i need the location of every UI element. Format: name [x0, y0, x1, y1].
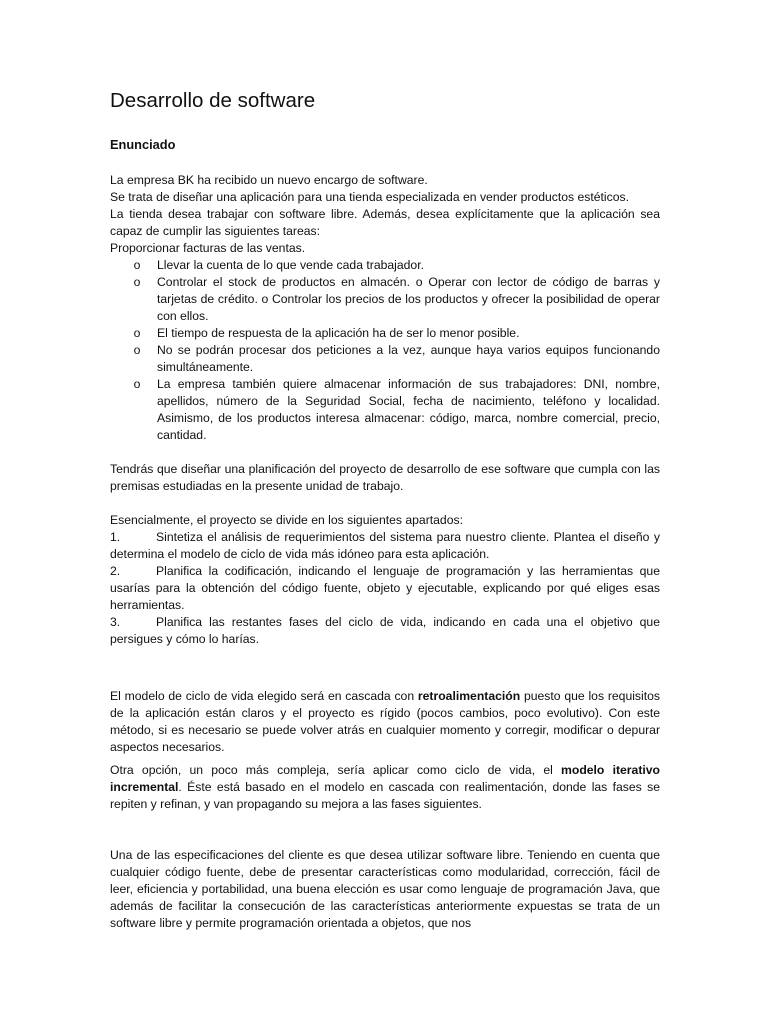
item-number: 2.: [110, 564, 121, 578]
list-item: [133, 376, 660, 444]
list-item-text: El tiempo de respuesta de la aplicación ha de ser lo menor posible.: [157, 326, 520, 340]
list-item: [133, 274, 660, 325]
list-item-text: Controlar el stock de productos en almacén. o Operar con lector de código de barras y tarjetas de crédito. o Controlar los precios de los productos y ofrecer la posibilidad de operar con ellos.: [157, 275, 660, 323]
item-number: 1.: [110, 530, 121, 544]
task-paragraph: Tendrás que diseñar una planificación del proyecto de desarrollo de ese software que cumpla con las premisas estudiadas en la presente unidad de trabajo.: [110, 462, 660, 493]
intro-line-4: Proporcionar facturas de las ventas.: [110, 241, 306, 255]
bullet-marker: o: [133, 377, 141, 391]
answer-paragraph-1: [110, 688, 660, 756]
bullet-marker: o: [133, 343, 141, 357]
answer-emphasis: modelo iterativo incremental: [110, 763, 660, 794]
list-item: [133, 257, 660, 274]
numbered-item: [110, 563, 660, 614]
numbered-item-text: Planifica la codificación, indicando el lenguaje de programación y las herramientas que usarías para la obtención del código fuente, objeto y ejecutable, explicando por qué eliges esas herramientas.: [110, 564, 660, 612]
numbered-item-text: Planifica las restantes fases del ciclo de vida, indicando en cada una el objetivo que persigues y cómo lo harías.: [110, 615, 660, 646]
numbered-item-text: Sintetiza el análisis de requerimientos del sistema para nuestro cliente. Plantea el diseño y determina el modelo de ciclo de vida más idóneo para esta aplicación.: [110, 530, 660, 561]
answer-emphasis: retroalimentación: [417, 689, 521, 703]
bullet-marker: o: [133, 258, 141, 272]
list-item-text: No se podrán procesar dos peticiones a la vez, aunque haya varios equipos funcionando simultáneamente.: [157, 343, 660, 374]
section-heading: Enunciado: [110, 137, 176, 152]
task-list: [110, 257, 660, 444]
intro-line-2: Se trata de diseñar una aplicación para una tienda especializada en vender productos estéticos.: [110, 190, 629, 204]
list-item-text: La empresa también quiere almacenar información de sus trabajadores: DNI, nombre, apellidos, número de la Seguridad Social, fecha de nacimiento, teléfono y localidad. Asimismo, de los productos interesa almacenar: código, marca, nombre comercial, precio, cantidad.: [157, 377, 660, 442]
numbered-item: [110, 529, 660, 563]
answer-text: Otra opción, un poco más compleja, sería aplicar como ciclo de vida, el: [110, 763, 562, 777]
sections-intro: Esencialmente, el proyecto se divide en los siguientes apartados:: [110, 513, 463, 527]
document-body: [110, 88, 660, 932]
list-item-text: Llevar la cuenta de lo que vende cada trabajador.: [157, 258, 424, 272]
numbered-item: [110, 614, 660, 648]
item-number: 3.: [110, 615, 121, 629]
answer-paragraph-3: Una de las especificaciones del cliente es que desea utilizar software libre. Teniendo en cuenta que cualquier código fuente, debe de presentar características como modularidad, corrección, fácil de leer, eficiencia y portabilidad, una buena elección es usar como lenguaje de programación Java, que además de facilitar la consecución de las características anteriormente expuestas se trata de un software libre y permite programación orientada a objetos, que nos: [110, 848, 660, 930]
bullet-marker: o: [133, 326, 141, 340]
answer-text: El modelo de ciclo de vida elegido será en cascada con: [110, 689, 418, 703]
intro-line-3: La tienda desea trabajar con software libre. Además, desea explícitamente que la aplicación sea capaz de cumplir las siguientes tareas:: [110, 207, 660, 238]
list-item: [133, 325, 660, 342]
intro-line-1: La empresa BK ha recibido un nuevo encargo de software.: [110, 173, 428, 187]
list-item: [133, 342, 660, 376]
answer-text: . Éste está basado en el modelo en cascada con realimentación, donde las fases se repiten y refinan, y van propagando su mejora a las fases siguientes.: [110, 780, 660, 811]
answer-text: puesto que los requisitos de la aplicación están claros y el proyecto es rígido (pocos cambios, poco evolutivo). Con este método, si es necesario se puede volver atrás en cualquier momento y corregir, modificar o depurar aspectos necesarios.: [110, 689, 660, 754]
document-title: Desarrollo de software: [110, 89, 316, 112]
bullet-marker: o: [133, 275, 141, 289]
answer-paragraph-2: [110, 762, 660, 813]
